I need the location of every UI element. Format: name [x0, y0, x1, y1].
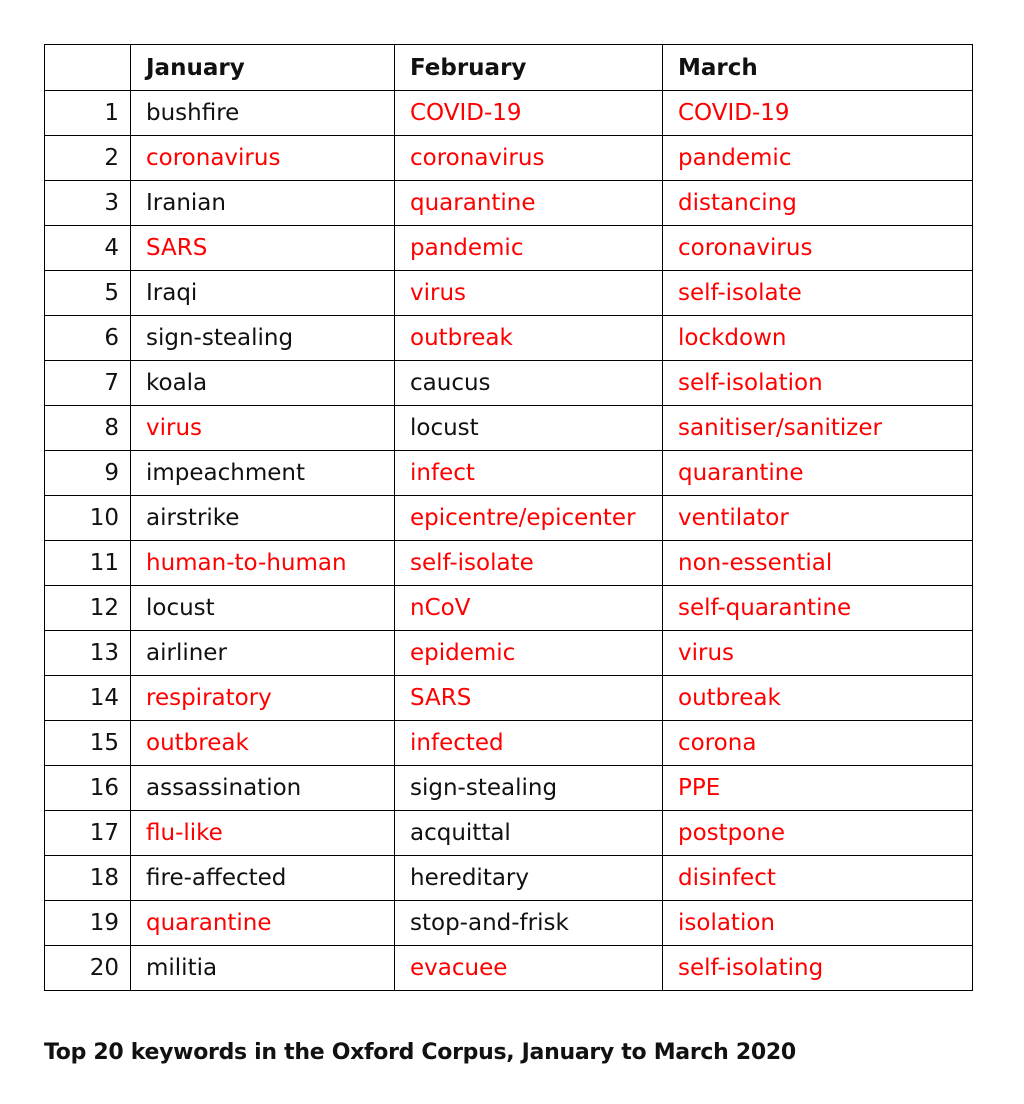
february-keyword-cell: outbreak: [395, 316, 663, 361]
table-row: [45, 631, 973, 676]
january-keyword-cell: impeachment: [131, 451, 395, 496]
table-row: [45, 136, 973, 181]
table-row: [45, 541, 973, 586]
header-january: January: [131, 45, 395, 91]
january-keyword-cell: koala: [131, 361, 395, 406]
march-keyword-cell: virus: [663, 631, 973, 676]
rank-cell: 20: [45, 946, 131, 991]
january-keyword-cell: sign-stealing: [131, 316, 395, 361]
march-keyword-cell: self-isolation: [663, 361, 973, 406]
table-row: [45, 451, 973, 496]
february-keyword-cell: COVID-19: [395, 91, 663, 136]
rank-cell: 15: [45, 721, 131, 766]
table-row: [45, 316, 973, 361]
january-keyword-cell: airstrike: [131, 496, 395, 541]
january-keyword-cell: fire-affected: [131, 856, 395, 901]
february-keyword-cell: locust: [395, 406, 663, 451]
rank-cell: 14: [45, 676, 131, 721]
february-keyword-cell: self-isolate: [395, 541, 663, 586]
rank-cell: 5: [45, 271, 131, 316]
january-keyword-cell: respiratory: [131, 676, 395, 721]
table-row: [45, 766, 973, 811]
january-keyword-cell: militia: [131, 946, 395, 991]
march-keyword-cell: lockdown: [663, 316, 973, 361]
february-keyword-cell: nCoV: [395, 586, 663, 631]
february-keyword-cell: pandemic: [395, 226, 663, 271]
rank-cell: 4: [45, 226, 131, 271]
february-keyword-cell: acquittal: [395, 811, 663, 856]
march-keyword-cell: pandemic: [663, 136, 973, 181]
january-keyword-cell: outbreak: [131, 721, 395, 766]
january-keyword-cell: airliner: [131, 631, 395, 676]
february-keyword-cell: infect: [395, 451, 663, 496]
february-keyword-cell: stop-and-frisk: [395, 901, 663, 946]
rank-cell: 19: [45, 901, 131, 946]
march-keyword-cell: quarantine: [663, 451, 973, 496]
february-keyword-cell: quarantine: [395, 181, 663, 226]
rank-cell: 2: [45, 136, 131, 181]
february-keyword-cell: epidemic: [395, 631, 663, 676]
rank-cell: 9: [45, 451, 131, 496]
march-keyword-cell: COVID-19: [663, 91, 973, 136]
january-keyword-cell: human-to-human: [131, 541, 395, 586]
rank-cell: 12: [45, 586, 131, 631]
table-header-row: [45, 45, 973, 91]
header-rank: [45, 45, 131, 91]
rank-cell: 1: [45, 91, 131, 136]
january-keyword-cell: SARS: [131, 226, 395, 271]
rank-cell: 6: [45, 316, 131, 361]
february-keyword-cell: caucus: [395, 361, 663, 406]
february-keyword-cell: hereditary: [395, 856, 663, 901]
january-keyword-cell: assassination: [131, 766, 395, 811]
header-february: February: [395, 45, 663, 91]
table-row: [45, 406, 973, 451]
march-keyword-cell: self-isolating: [663, 946, 973, 991]
table-row: [45, 181, 973, 226]
rank-cell: 17: [45, 811, 131, 856]
february-keyword-cell: evacuee: [395, 946, 663, 991]
table-row: [45, 226, 973, 271]
header-march: March: [663, 45, 973, 91]
february-keyword-cell: infected: [395, 721, 663, 766]
rank-cell: 7: [45, 361, 131, 406]
march-keyword-cell: ventilator: [663, 496, 973, 541]
march-keyword-cell: sanitiser/sanitizer: [663, 406, 973, 451]
table-row: [45, 91, 973, 136]
january-keyword-cell: coronavirus: [131, 136, 395, 181]
february-keyword-cell: virus: [395, 271, 663, 316]
march-keyword-cell: isolation: [663, 901, 973, 946]
february-keyword-cell: sign-stealing: [395, 766, 663, 811]
rank-cell: 3: [45, 181, 131, 226]
table-row: [45, 856, 973, 901]
rank-cell: 11: [45, 541, 131, 586]
march-keyword-cell: distancing: [663, 181, 973, 226]
january-keyword-cell: flu-like: [131, 811, 395, 856]
march-keyword-cell: corona: [663, 721, 973, 766]
january-keyword-cell: quarantine: [131, 901, 395, 946]
january-keyword-cell: Iraqi: [131, 271, 395, 316]
january-keyword-cell: Iranian: [131, 181, 395, 226]
march-keyword-cell: self-isolate: [663, 271, 973, 316]
keywords-table: [44, 44, 973, 991]
table-row: [45, 271, 973, 316]
march-keyword-cell: non-essential: [663, 541, 973, 586]
table-caption: Top 20 keywords in the Oxford Corpus, January to March 2020: [44, 1040, 796, 1065]
march-keyword-cell: disinfect: [663, 856, 973, 901]
rank-cell: 10: [45, 496, 131, 541]
march-keyword-cell: PPE: [663, 766, 973, 811]
february-keyword-cell: SARS: [395, 676, 663, 721]
table-row: [45, 676, 973, 721]
table-row: [45, 586, 973, 631]
table-body: [45, 91, 973, 991]
march-keyword-cell: outbreak: [663, 676, 973, 721]
january-keyword-cell: virus: [131, 406, 395, 451]
rank-cell: 8: [45, 406, 131, 451]
january-keyword-cell: bushfire: [131, 91, 395, 136]
march-keyword-cell: self-quarantine: [663, 586, 973, 631]
table-row: [45, 496, 973, 541]
table-row: [45, 946, 973, 991]
january-keyword-cell: locust: [131, 586, 395, 631]
february-keyword-cell: coronavirus: [395, 136, 663, 181]
rank-cell: 18: [45, 856, 131, 901]
table-row: [45, 811, 973, 856]
february-keyword-cell: epicentre/epicenter: [395, 496, 663, 541]
table-row: [45, 721, 973, 766]
table-row: [45, 901, 973, 946]
rank-cell: 13: [45, 631, 131, 676]
march-keyword-cell: coronavirus: [663, 226, 973, 271]
rank-cell: 16: [45, 766, 131, 811]
table-row: [45, 361, 973, 406]
march-keyword-cell: postpone: [663, 811, 973, 856]
